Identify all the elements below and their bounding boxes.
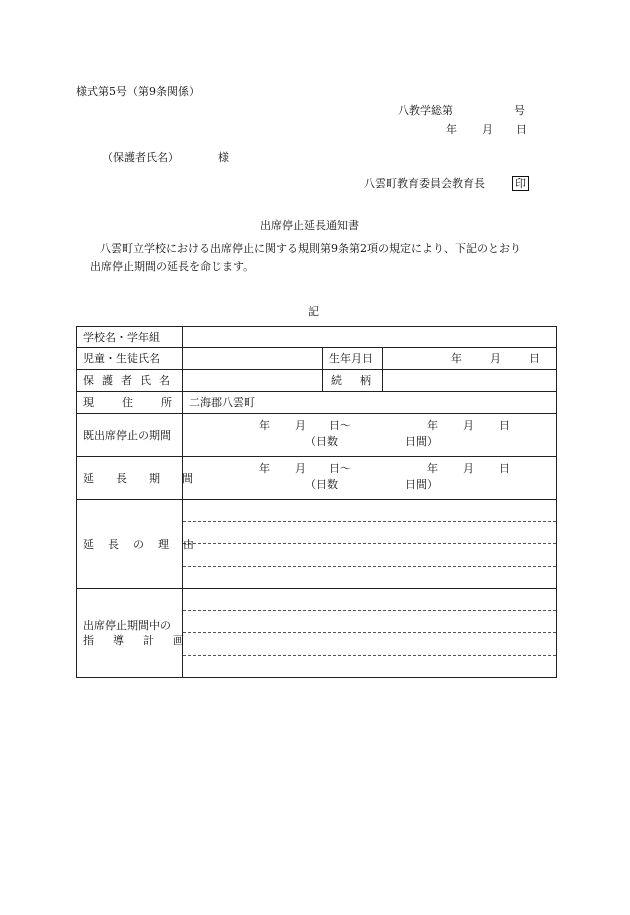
period-extend-input[interactable] xyxy=(183,457,557,500)
addressee-honorific: 様 xyxy=(218,151,229,164)
ki-heading: 記 xyxy=(308,305,319,318)
row-period-extend xyxy=(77,457,557,500)
row-address xyxy=(77,392,557,414)
birth-label: 生年月日 xyxy=(329,352,373,365)
ext-to-month: 月 xyxy=(463,462,474,475)
notice-form-table xyxy=(76,326,557,678)
relation-input[interactable] xyxy=(383,370,557,392)
row-school xyxy=(77,327,557,348)
seal-mark: 印 xyxy=(512,176,529,191)
period-extend-label: 延長期間 xyxy=(83,471,215,485)
ext-from-month: 月 xyxy=(295,462,306,475)
birth-month: 月 xyxy=(490,352,502,365)
school-label: 学校名・学年組 xyxy=(83,330,160,344)
relation-label: 続柄 xyxy=(331,374,389,387)
doc-number-prefix: 八教学総第 xyxy=(398,104,453,117)
doc-number-suffix: 号 xyxy=(514,104,525,117)
period-existing-input[interactable] xyxy=(183,414,557,457)
ext-to-day: 日 xyxy=(499,462,510,475)
from-day: 日〜 xyxy=(329,419,351,432)
ext-from-year: 年 xyxy=(259,462,270,475)
days-close: 日間） xyxy=(405,435,438,448)
plan-label-1: 出席停止期間中の xyxy=(83,619,171,632)
form-number: 様式第5号（第9条関係） xyxy=(76,85,200,98)
ext-days-open: （日数 xyxy=(305,478,338,491)
row-period-existing xyxy=(77,414,557,457)
address-value: 二海郡八雲町 xyxy=(189,396,255,409)
reason-label: 延長の理由 xyxy=(83,537,208,551)
row-plan xyxy=(77,589,557,678)
document-title: 出席停止延長通知書 xyxy=(260,219,359,232)
body-line-2: 出席停止期間の延長を命じます。 xyxy=(90,260,255,273)
date-day: 日 xyxy=(516,123,527,136)
from-month: 月 xyxy=(295,419,306,432)
guardian-label: 保護者氏名 xyxy=(83,374,178,387)
body-paragraph xyxy=(78,240,558,276)
sender-name: 八雲町教育委員会教育長 xyxy=(364,177,485,190)
row-guardian xyxy=(77,370,557,392)
student-label: 児童・生徒氏名 xyxy=(83,352,160,365)
birth-day: 日 xyxy=(529,352,541,365)
birth-year: 年 xyxy=(451,352,463,365)
row-reason xyxy=(77,500,557,589)
addressee-label: （保護者氏名） xyxy=(102,151,179,164)
ext-from-day: 日〜 xyxy=(329,462,351,475)
date-year: 年 xyxy=(446,123,457,136)
student-input[interactable] xyxy=(183,348,323,370)
ext-to-year: 年 xyxy=(427,462,438,475)
period-existing-label: 既出席停止の期間 xyxy=(83,428,171,442)
date-month: 月 xyxy=(482,123,493,136)
to-month: 月 xyxy=(463,419,474,432)
address-input[interactable] xyxy=(183,392,557,414)
birth-input[interactable] xyxy=(383,348,557,370)
plan-input[interactable] xyxy=(183,589,557,678)
reason-input[interactable] xyxy=(183,500,557,589)
ext-days-close: 日間） xyxy=(405,478,438,491)
guardian-input[interactable] xyxy=(183,370,323,392)
body-line-1: 八雲町立学校における出席停止に関する規則第9条第2項の規定により、下記のとおり xyxy=(100,242,521,255)
to-year: 年 xyxy=(427,419,438,432)
days-open: （日数 xyxy=(305,435,338,448)
to-day: 日 xyxy=(499,419,510,432)
school-input[interactable] xyxy=(183,327,557,348)
from-year: 年 xyxy=(259,419,270,432)
row-student xyxy=(77,348,557,370)
address-label: 現住所 xyxy=(83,396,200,409)
plan-label-2: 指導計画 xyxy=(83,634,203,647)
